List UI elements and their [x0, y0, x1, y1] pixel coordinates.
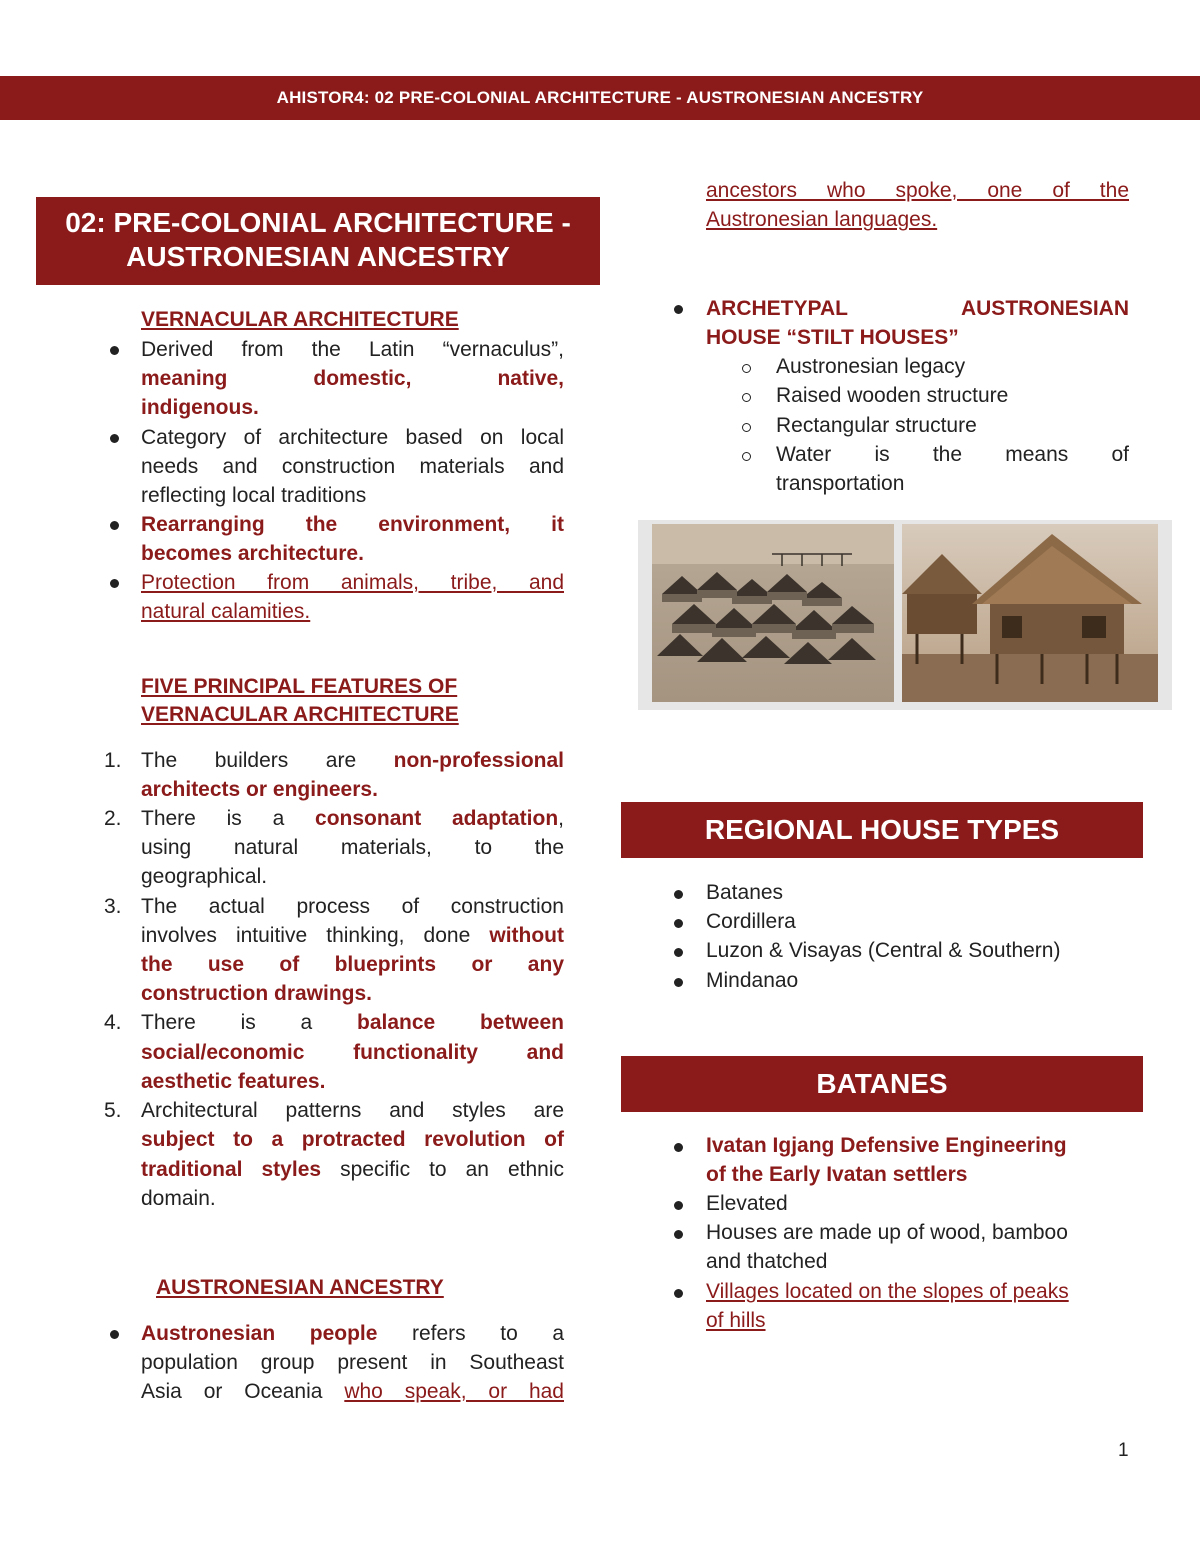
feature-1-line1: The builders are non-professional — [141, 749, 564, 772]
feature-4-line1: There is a balance between — [141, 1011, 564, 1034]
feature-3-line3: the use of blueprints or any — [141, 953, 564, 976]
feature-1-line2: architects or engineers. — [141, 778, 378, 801]
vernacular-heading: VERNACULAR ARCHITECTURE — [141, 308, 459, 331]
batanes-b3-line1: Houses are made up of wood, bamboo — [706, 1221, 1068, 1244]
regional-item-4: Mindanao — [706, 969, 799, 992]
bullet-icon — [674, 305, 683, 314]
vernacular-b2-line2: needs and construction materials and — [141, 455, 564, 478]
archetypal-sub-4-line1: Water is the means of — [776, 443, 1129, 466]
sub-bullet-icon — [742, 393, 751, 402]
bullet-icon — [674, 1230, 683, 1239]
bullet-icon — [674, 978, 683, 987]
list-number: 1. — [104, 749, 122, 772]
vernacular-b1-line1: Derived from the Latin “vernaculus”, — [141, 338, 564, 361]
document-header: AHISTOR4: 02 PRE-COLONIAL ARCHITECTURE - AUSTRONESIAN ANCESTRY — [0, 76, 1200, 120]
list-number: 5. — [104, 1099, 122, 1122]
feature-2-line2: using natural materials, to the — [141, 836, 564, 859]
batanes-b3-line2: and thatched — [706, 1250, 828, 1273]
vernacular-b1-line2: meaning domestic, native, — [141, 367, 564, 390]
title-line-1: 02: PRE-COLONIAL ARCHITECTURE - — [65, 207, 571, 238]
sub-bullet-icon — [742, 423, 751, 432]
bullet-icon — [674, 890, 683, 899]
feature-5-line4: domain. — [141, 1187, 216, 1210]
list-number: 2. — [104, 807, 122, 830]
title-line-2: AUSTRONESIAN ANCESTRY — [126, 241, 510, 272]
austronesian-line1: Austronesian people refers to a — [141, 1322, 564, 1345]
sub-bullet-icon — [742, 364, 751, 373]
vernacular-b2-line3: reflecting local traditions — [141, 484, 367, 507]
archetypal-line2: HOUSE “STILT HOUSES” — [706, 326, 959, 349]
archetypal-sub-2: Raised wooden structure — [776, 384, 1009, 407]
bullet-icon — [674, 919, 683, 928]
batanes-b1-line2: of the Early Ivatan settlers — [706, 1163, 968, 1186]
bullet-icon — [110, 1330, 119, 1339]
vernacular-b4-line2: natural calamities. — [141, 600, 311, 623]
stilt-houses-photo — [902, 524, 1158, 702]
batanes-b4-line2[interactable]: of hills — [706, 1309, 766, 1332]
austronesian-line4: ancestors who spoke, one of the — [706, 179, 1129, 202]
vernacular-b2-line1: Category of architecture based on local — [141, 426, 564, 449]
batanes-b2: Elevated — [706, 1192, 788, 1215]
archetypal-line1: ARCHETYPAL AUSTRONESIAN — [706, 297, 1129, 320]
feature-5-line1: Architectural patterns and styles are — [141, 1099, 564, 1122]
list-number: 3. — [104, 895, 122, 918]
bullet-icon — [110, 579, 119, 588]
feature-3-line2: involves intuitive thinking, done without — [141, 924, 564, 947]
archetypal-sub-1: Austronesian legacy — [776, 355, 966, 378]
list-number: 4. — [104, 1011, 122, 1034]
bullet-icon — [110, 346, 119, 355]
austronesian-line3: Asia or Oceania who speak, or had — [141, 1380, 564, 1403]
austronesian-line2: population group present in Southeast — [141, 1351, 564, 1374]
vernacular-b1-line3: indigenous. — [141, 396, 259, 419]
austronesian-heading: AUSTRONESIAN ANCESTRY — [156, 1276, 444, 1299]
section-title-box — [36, 197, 600, 285]
bullet-icon — [110, 521, 119, 530]
batanes-box: BATANES — [621, 1056, 1143, 1112]
vernacular-b3-line2: becomes architecture. — [141, 542, 364, 565]
bullet-icon — [674, 1201, 683, 1210]
five-features-heading-line2: VERNACULAR ARCHITECTURE — [141, 703, 459, 726]
regional-item-3: Luzon & Visayas (Central & Southern) — [706, 939, 1061, 962]
vernacular-b3-line1: Rearranging the environment, it — [141, 513, 564, 536]
page-number: 1 — [1118, 1440, 1129, 1461]
austronesian-line5: Austronesian languages. — [706, 208, 938, 231]
regional-item-2: Cordillera — [706, 910, 796, 933]
batanes-b4-line1[interactable]: Villages located on the slopes of peaks — [706, 1280, 1069, 1303]
regional-house-types-box: REGIONAL HOUSE TYPES — [621, 802, 1143, 858]
feature-5-line3: traditional styles specific to an ethnic — [141, 1158, 565, 1181]
vernacular-b4-line1: Protection from animals, tribe, and — [141, 571, 564, 594]
archetypal-sub-4-line2: transportation — [776, 472, 905, 495]
stilt-village-photo — [652, 524, 894, 702]
feature-4-line2: social/economic functionality and — [141, 1041, 564, 1064]
bullet-icon — [110, 434, 119, 443]
feature-5-line2: subject to a protracted revolution of — [141, 1128, 564, 1151]
regional-item-1: Batanes — [706, 881, 784, 904]
feature-2-line1: There is a consonant adaptation, — [141, 807, 564, 830]
archetypal-sub-3: Rectangular structure — [776, 414, 977, 437]
feature-3-line1: The actual process of construction — [141, 895, 564, 918]
sub-bullet-icon — [742, 452, 751, 461]
feature-4-line3: aesthetic features. — [141, 1070, 326, 1093]
batanes-b1-line1: Ivatan Igjang Defensive Engineering — [706, 1134, 1067, 1157]
bullet-icon — [674, 1143, 683, 1152]
feature-2-line3: geographical. — [141, 865, 268, 888]
five-features-heading-line1: FIVE PRINCIPAL FEATURES OF — [141, 675, 458, 698]
bullet-icon — [674, 948, 683, 957]
bullet-icon — [674, 1289, 683, 1298]
feature-3-line4: construction drawings. — [141, 982, 373, 1005]
